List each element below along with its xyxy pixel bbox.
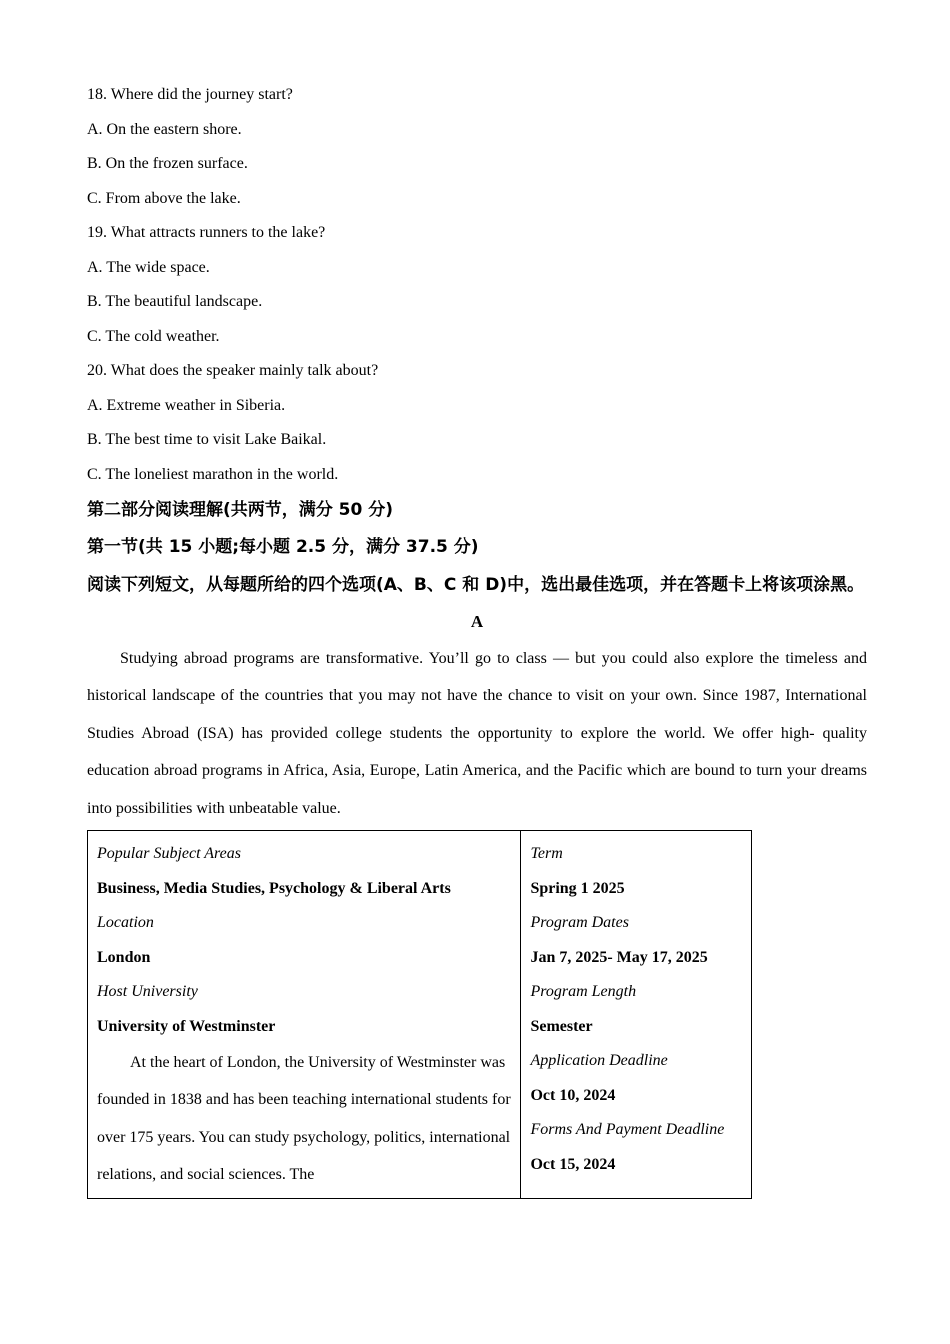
question-19-option-b: B. The beautiful landscape. <box>87 293 263 310</box>
application-deadline-label: Application Deadline <box>530 1052 668 1070</box>
forms-deadline-label: Forms And Payment Deadline <box>530 1121 725 1139</box>
passage-intro: Studying abroad programs are transformative. You’ll go to class — but you could also explore the timeless and historical landscape of the countries that you may not have the chance to visit on your own. Since 1987, International Studies Abroad (ISA) has provided college students the opportunity to explore the world. We offer high- quality education abroad programs in Africa, Asia, Europe, Latin America, and the Pacific which are bound to turn your dreams into possibilities with unbeatable value. <box>87 650 867 817</box>
term-value: Spring 1 2025 <box>530 879 625 897</box>
application-deadline-value: Oct 10, 2024 <box>530 1086 616 1104</box>
forms-deadline-value: Oct 15, 2024 <box>530 1155 616 1173</box>
program-length-label: Program Length <box>530 983 637 1001</box>
question-20-stem: 20. What does the speaker mainly talk about? <box>87 362 379 379</box>
location-label: Location <box>97 914 154 932</box>
program-schedule-cell <box>521 831 752 1199</box>
term-label: Term <box>530 845 563 863</box>
host-university-value: University of Westminster <box>97 1017 276 1035</box>
host-university-label: Host University <box>97 983 198 1001</box>
instructions: 阅读下列短文，从每题所给的四个选项(A、B、C 和 D)中，选出最佳选项，并在答题卡上将该项涂黑。 <box>87 575 865 595</box>
program-dates-value: Jan 7, 2025- May 17, 2025 <box>530 948 708 966</box>
passage-title: A <box>470 612 484 631</box>
question-19-option-c: C. The cold weather. <box>87 327 220 345</box>
subject-areas-value: Business, Media Studies, Psychology & Liberal Arts <box>97 879 451 897</box>
question-20-option-a: A. Extreme weather in Siberia. <box>87 396 286 414</box>
part-heading: 第二部分阅读理解(共两节，满分 50 分) <box>87 500 394 520</box>
location-value: London <box>97 948 151 966</box>
question-19-option-a: A. The wide space. <box>87 258 210 276</box>
question-18-option-a: A. On the eastern shore. <box>87 120 242 138</box>
program-dates-label: Program Dates <box>530 914 629 932</box>
question-19-stem: 19. What attracts runners to the lake? <box>87 224 326 241</box>
program-details-cell <box>88 831 521 1199</box>
university-description: At the heart of London, the University of Westminster was founded in 1838 and has been teaching international students for over 175 years. You can study psychology, politics, international relations, and social sciences. The <box>97 1054 511 1184</box>
question-18-stem: 18. Where did the journey start? <box>87 86 293 103</box>
question-20-option-c: C. The loneliest marathon in the world. <box>87 465 339 483</box>
question-18-option-c: C. From above the lake. <box>87 189 241 207</box>
subject-areas-label: Popular Subject Areas <box>97 845 241 863</box>
question-18-option-b: B. On the frozen surface. <box>87 155 248 172</box>
program-info-table <box>87 830 752 1199</box>
program-length-value: Semester <box>530 1017 593 1035</box>
subsection-heading: 第一节(共 15 小题;每小题 2.5 分，满分 37.5 分) <box>87 537 479 557</box>
question-20-option-b: B. The best time to visit Lake Baikal. <box>87 431 327 448</box>
document-page <box>87 78 867 1199</box>
